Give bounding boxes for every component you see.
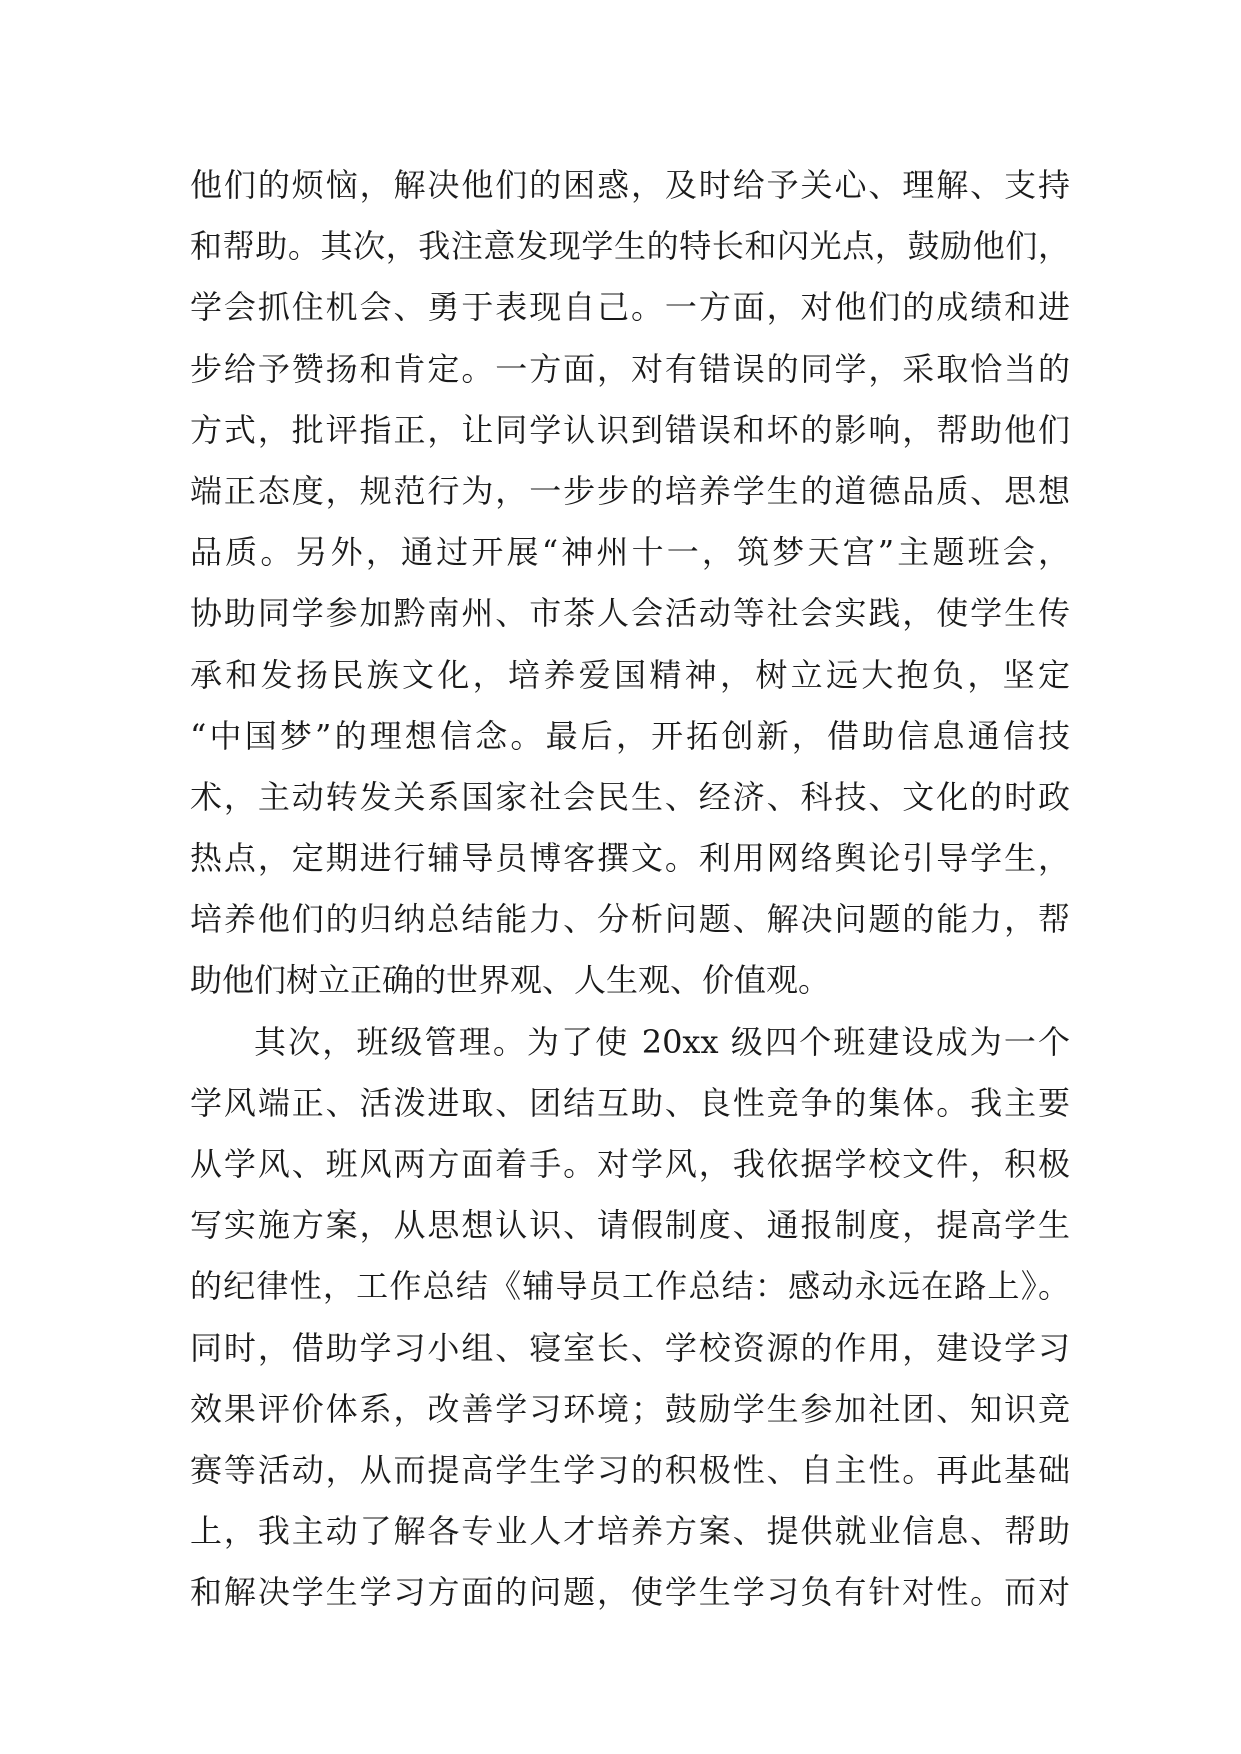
text-line: 赛等活动，从而提高学生学习的积极性、自主性。再此基础 — [190, 1450, 1070, 1489]
text-line: 培养他们的归纳总结能力、分析问题、解决问题的能力，帮 — [190, 900, 1070, 939]
text-line: 方式，批评指正，让同学认识到错误和坏的影响，帮助他们 — [190, 410, 1070, 449]
text-line: 热点，定期进行辅导员博客撰文。利用网络舆论引导学生， — [190, 839, 1070, 878]
text-line: 学会抓住机会、勇于表现自己。一方面，对他们的成绩和进 — [190, 288, 1070, 327]
text-line: 承和发扬民族文化，培养爱国精神，树立远大抱负，坚定 — [190, 655, 1070, 694]
document-body — [190, 155, 1070, 1624]
text-line: 上，我主动了解各专业人才培养方案、提供就业信息、帮助 — [190, 1512, 1070, 1551]
text-line: 品质。另外，通过开展“神州十一，筑梦天宫”主题班会， — [190, 533, 1070, 572]
text-line: 端正态度，规范行为，一步步的培养学生的道德品质、思想 — [190, 471, 1070, 510]
text-line: 学风端正、活泼进取、团结互助、良性竞争的集体。我主要 — [190, 1083, 1070, 1122]
text-line: 写实施方案，从思想认识、请假制度、通报制度，提高学生 — [190, 1206, 1070, 1245]
text-line: 和解决学生学习方面的问题，使学生学习负有针对性。而对 — [190, 1573, 1070, 1612]
text-line: 协助同学参加黔南州、市茶人会活动等社会实践，使学生传 — [190, 594, 1070, 633]
text-line: 同时，借助学习小组、寝室长、学校资源的作用，建设学习 — [190, 1328, 1070, 1367]
text-line: 从学风、班风两方面着手。对学风，我依据学校文件，积极 — [190, 1145, 1070, 1183]
text-line: 其次，班级管理。为了使 20xx 级四个班建设成为一个 — [254, 1022, 1070, 1061]
text-line: 助他们树立正确的世界观、人生观、价值观。 — [190, 961, 831, 1000]
text-line: 的纪律性，工作总结《辅导员工作总结：感动永远在路上》。 — [190, 1267, 1070, 1306]
paragraph-2 — [190, 1012, 1070, 1624]
text-line: 效果评价体系，改善学习环境；鼓励学生参加社团、知识竞 — [190, 1389, 1070, 1428]
paragraph-1 — [190, 155, 1070, 1012]
text-line: “中国梦”的理想信念。最后，开拓创新，借助信息通信技 — [190, 716, 1070, 755]
text-line: 和帮助。其次，我注意发现学生的特长和闪光点，鼓励他们， — [190, 227, 1070, 266]
text-line: 术，主动转发关系国家社会民生、经济、科技、文化的时政 — [190, 777, 1070, 816]
text-line: 步给予赞扬和肯定。一方面，对有错误的同学，采取恰当的 — [190, 349, 1070, 388]
text-line: 他们的烦恼，解决他们的困惑，及时给予关心、理解、支持 — [190, 166, 1070, 204]
